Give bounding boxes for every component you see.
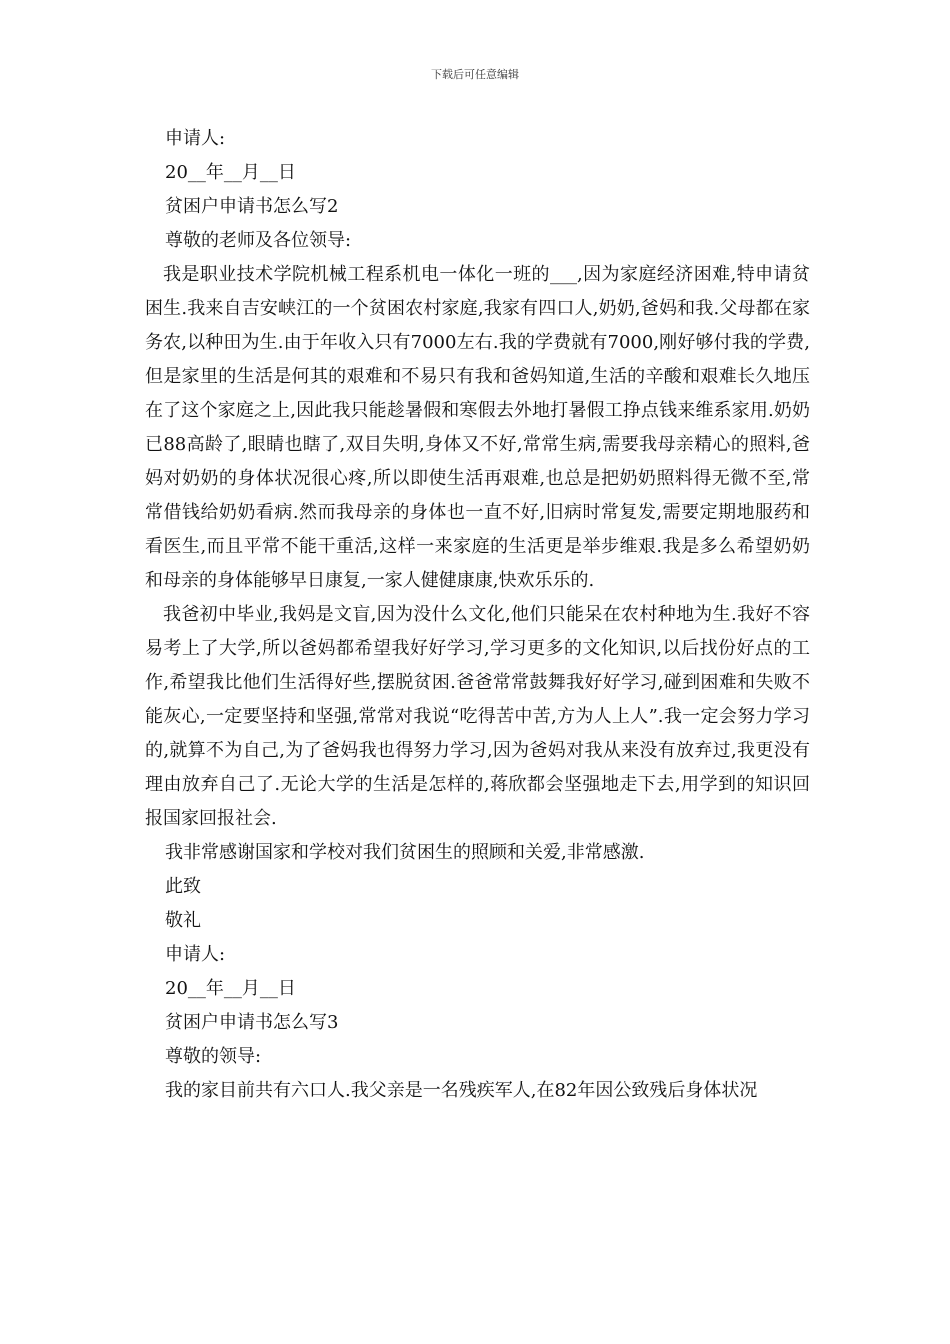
section-title: 贫困户申请书怎么写2 [165,196,339,217]
applicant-label-2: 申请人: [165,944,226,965]
closing-line-1: 此致 [165,876,201,897]
page-header: 下载后可任意编辑 [431,68,519,81]
salutation: 尊敬的老师及各位领导: [165,230,352,251]
salutation-3: 尊敬的领导: [165,1046,262,1067]
closing-line-2: 敬礼 [165,910,201,931]
section-title-3: 贫困户申请书怎么写3 [165,1012,339,1033]
body-paragraph-2: 我爸初中毕业,我妈是文盲,因为没什么文化,他们只能呆在农村种地为生.我好不容易考上了大学,所以爸妈都希望我好好学习,学习更多的文化知识,以后找份好点的工作,希望我比他们生活得好些,摆脱贫困.爸爸常常鼓舞我好好学习,碰到困难和失败不能灰心,一定要坚持和坚强,常常对我说“吃得苦中苦,方为人上人”.我一定会努力学习的,就算不为自己,为了爸妈我也得努力学习,因为爸妈对我从来没有放弃过,我更没有理由放弃自己了.无论大学的生活是怎样的,蒋欣都会坚强地走下去,用学到的知识回报国家回报社会. [145,604,810,829]
body-paragraph-4: 我的家目前共有六口人.我父亲是一名残疾军人,在82年因公致残后身体状况 [165,1080,758,1101]
body-paragraph-1: 我是职业技术学院机械工程系机电一体化一班的___,因为家庭经济困难,特申请贫困生.我来自吉安峡江的一个贫困农村家庭,我家有四口人,奶奶,爸妈和我.父母都在家务农,以种田为生.由于年收入只有7000左右.我的学费就有7000,刚好够付我的学费,但是家里的生活是何其的艰难和不易只有我和爸妈知道,生活的辛酸和艰难长久地压在了这个家庭之上,因此我只能趁暑假和寒假去外地打暑假工挣点钱来维系家用.奶奶已88高龄了,眼睛也瞎了,双目失明,身体又不好,常常生病,需要我母亲精心的照料,爸妈对奶奶的身体状况很心疼,所以即使生活再艰难,也总是把奶奶照料得无微不至,常常借钱给奶奶看病.然而我母亲的身体也一直不好,旧病时常复发,需要定期地服药和看医生,而且平常不能干重活,这样一来家庭的生活更是举步维艰.我是多么希望奶奶和母亲的身体能够早日康复,一家人健健康康,快欢乐乐的. [145,264,810,591]
date-line-2: 20__年__月__日 [165,978,296,999]
body-paragraph-3: 我非常感谢国家和学校对我们贫困生的照顾和关爱,非常感激. [165,842,645,863]
document-body [145,122,810,1108]
date-line: 20__年__月__日 [165,162,296,183]
applicant-label: 申请人: [165,128,226,149]
